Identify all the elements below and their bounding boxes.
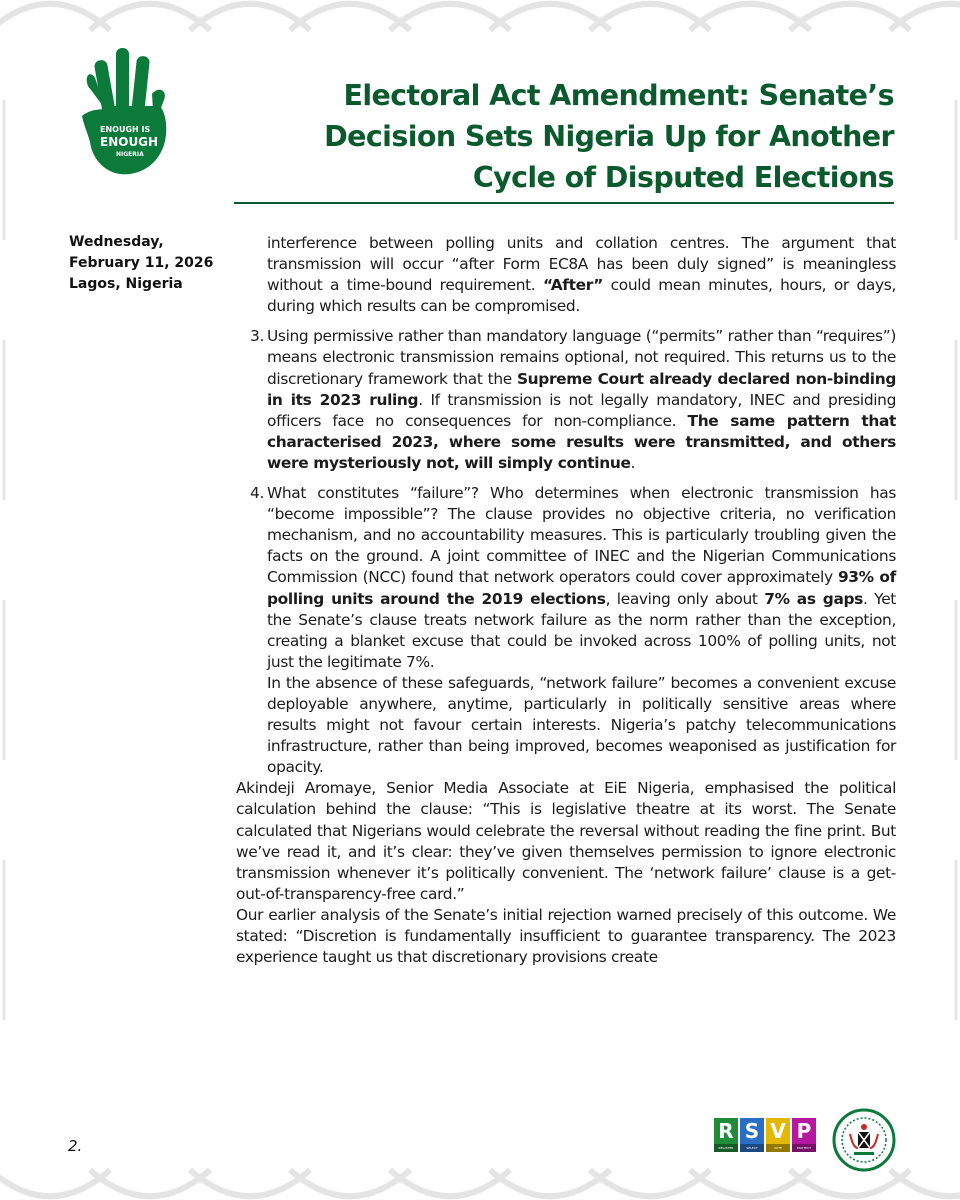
bold-span: 7% as gaps	[764, 589, 863, 608]
right-edge-pattern	[946, 40, 960, 1160]
text-span: Using permissive rather than mandatory language (“permits” rather than “requires”) means electronic transmission remains optional, not required. This returns us to the discretionary framework that the	[267, 327, 896, 388]
rsvp-caption: SELECT	[740, 1144, 764, 1152]
svg-text:ENOUGH: ENOUGH	[100, 135, 159, 149]
article-body	[236, 233, 896, 968]
enough-is-enough-logo	[76, 46, 176, 178]
safeguards-paragraph: In the absence of these safeguards, “network failure” becomes a convenient excuse deployable anywhere, anytime, particularly in politically sensitive areas where results might not favour certain interests. Nigeria’s patchy telecommunications infrastructure, rather than being improved, becomes weaponised as justification for opacity.	[267, 673, 896, 777]
earlier-analysis-paragraph: Our earlier analysis of the Senate’s initial rejection warned precisely of this outcome. We stated: “Discretion is fundamentally insufficient to guarantee transparency. The 2023 experience taught us that discretionary provisions create	[236, 905, 896, 967]
list-item-text	[267, 483, 896, 673]
text-span: interference between polling units and collation centres. The argument that transmission will occur “after Form EC8A has been duly signed” is meaningless without a time-bound requirement.	[267, 234, 896, 295]
rsvp-logo	[714, 1118, 818, 1152]
list-item-4	[236, 483, 896, 673]
text-span: .	[630, 453, 636, 472]
svg-text:ENOUGH IS: ENOUGH IS	[100, 125, 151, 134]
bold-span: Supreme Court already declared non-binding in its 2023 ruling	[267, 369, 896, 409]
coat-of-arms-seal-icon	[832, 1108, 896, 1172]
page-number: 2.	[68, 1137, 83, 1155]
list-item-text	[267, 326, 896, 474]
green-hand-icon	[76, 46, 176, 178]
title-divider	[234, 202, 894, 204]
list-item-3	[236, 326, 896, 474]
rsvp-letter: V	[770, 1119, 786, 1143]
title-line-3: Cycle of Disputed Elections	[472, 161, 894, 194]
list-number: 4.	[250, 484, 264, 503]
continued-paragraph	[236, 233, 896, 317]
text-span: , leaving only about	[605, 589, 765, 608]
rsvp-box-v	[766, 1118, 790, 1152]
left-edge-pattern	[0, 40, 14, 1160]
dateline-day: Wednesday,	[69, 234, 164, 250]
title-line-2: Decision Sets Nigeria Up for Another	[324, 120, 894, 153]
rsvp-box-r	[714, 1118, 738, 1152]
rsvp-letter: R	[718, 1119, 734, 1143]
header-pattern	[0, 0, 960, 40]
rsvp-caption: VOTE	[766, 1144, 790, 1152]
footer-pattern	[0, 1160, 960, 1200]
svg-text:NIGERIA: NIGERIA	[116, 151, 144, 158]
list-number: 3.	[250, 327, 264, 346]
dateline-place: Lagos, Nigeria	[69, 276, 183, 292]
rsvp-box-s	[740, 1118, 764, 1152]
rsvp-box-p	[792, 1118, 816, 1152]
text-span: . If transmission is not legally mandatory, INEC and presiding officers face no consequences for non-compliance.	[267, 390, 896, 430]
bold-span: The same pattern that characterised 2023, where some results were transmitted, and others were mysteriously not, will simply continue	[267, 411, 896, 472]
bold-span: 93% of polling units around the 2019 elections	[267, 568, 896, 608]
title-line-1: Electoral Act Amendment: Senate’s	[343, 79, 894, 112]
page-title	[294, 75, 894, 198]
dateline	[69, 232, 219, 295]
rsvp-letter: S	[744, 1119, 760, 1143]
text-span: What constitutes “failure”? Who determines when electronic transmission has “become impossible”? The clause provides no objective criteria, no verification mechanism, and no accountability measures. This is particularly troubling given the facts on the ground. A joint committee of INEC and the Nigerian Communications Commission (NCC) found that network operators could cover approximately	[267, 484, 896, 587]
rsvp-caption: PROTECT	[792, 1144, 816, 1152]
rsvp-letter: P	[796, 1119, 812, 1143]
text-span: . Yet the Senate’s clause treats network failure as the norm rather than the exception, creating a blanket excuse that could be invoked across 100% of polling units, not just the legitimate 7%.	[267, 589, 896, 671]
rsvp-caption: REGISTER	[714, 1144, 738, 1152]
bold-span: “After”	[542, 276, 604, 295]
dateline-date: February 11, 2026	[69, 255, 214, 271]
quote-paragraph: Akindeji Aromaye, Senior Media Associate at EiE Nigeria, emphasised the political calculation behind the clause: “This is legislative theatre at its worst. The Senate calculated that Nigerians would celebrate the reversal without reading the fine print. But we’ve read it, and it’s clear: they’ve given themselves permission to ignore electronic transmission whenever it’s politically convenient. The ‘network failure’ clause is a get-out-of-transparency-free card.”	[236, 779, 896, 903]
text-span: could mean minutes, hours, or days, during which results can be compromised.	[267, 276, 896, 316]
